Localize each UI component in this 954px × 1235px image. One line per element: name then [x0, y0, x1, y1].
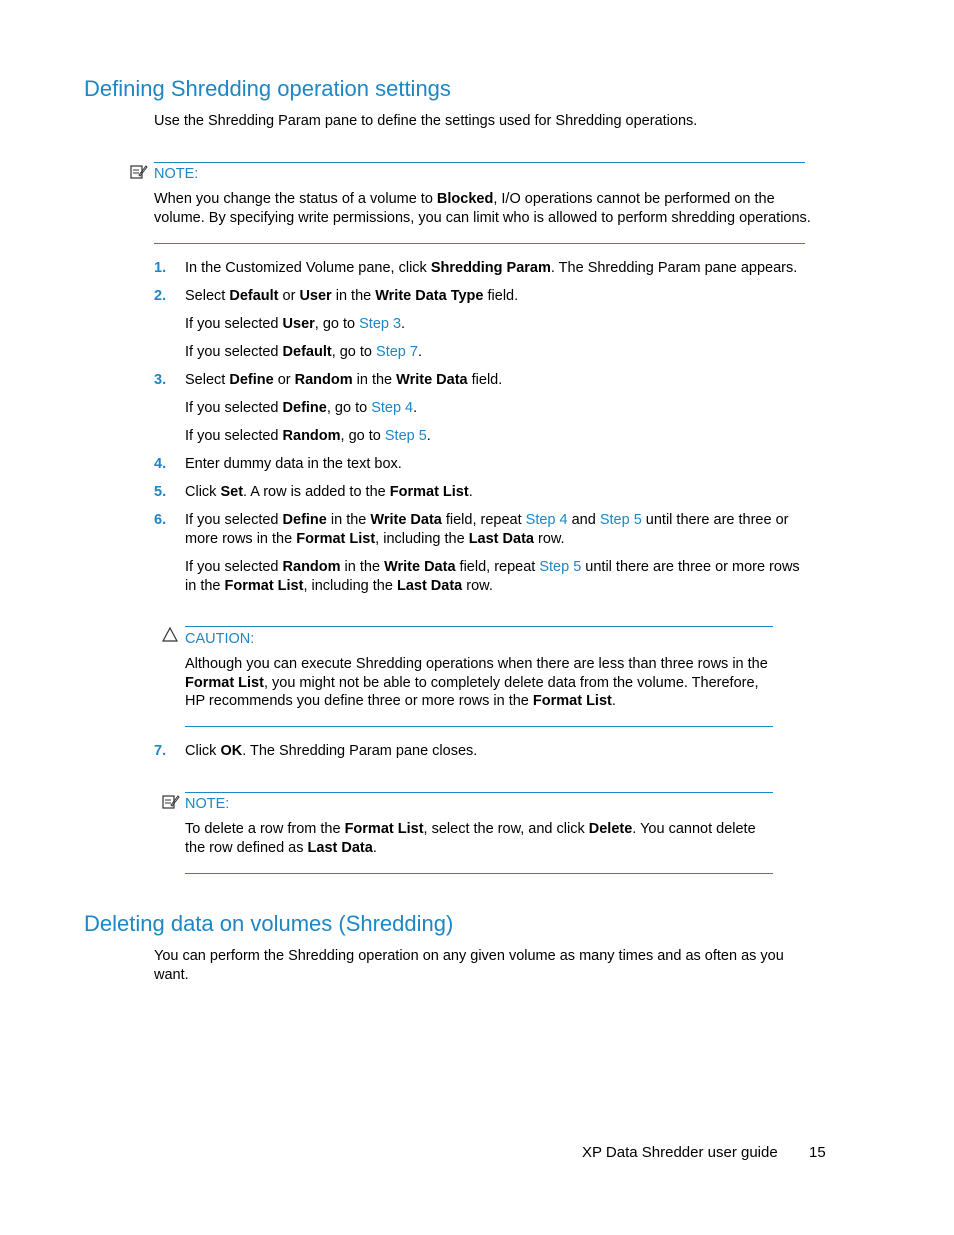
step-6-text-line1: If you selected Define in the Write Data field, repeat Step 4 and Step 5 until there are three or [185, 512, 789, 528]
caution-bottom-rule [185, 726, 773, 727]
section-2-text-line2: want. [154, 967, 189, 983]
section-title-defining: Defining Shredding operation settings [84, 76, 451, 101]
step-number: 4. [154, 456, 167, 472]
step-5-text: Click Set. A row is added to the Format List. [185, 484, 473, 500]
step-number: 3. [154, 372, 167, 388]
note-2-text-line2: the row defined as Last Data. [185, 840, 377, 856]
step-4-text: Enter dummy data in the text box. [185, 456, 402, 472]
note-title: NOTE: [185, 796, 230, 812]
step-number: 6. [154, 512, 167, 528]
step-number: 5. [154, 484, 167, 500]
section-intro: Use the Shredding Param pane to define the settings used for Shredding operations. [154, 113, 698, 129]
note-icon [130, 164, 148, 185]
note-bottom-rule [185, 873, 773, 874]
step-number: 2. [154, 288, 167, 304]
note-top-rule [185, 792, 773, 793]
page-number: 15 [809, 1144, 826, 1161]
note-bottom-rule [154, 243, 805, 244]
step-2-sub-1: If you selected User, go to Step 3. [185, 316, 406, 332]
step-3-text: Select Define or Random in the Write Data field. [185, 372, 503, 388]
caution-text-line1: Although you can execute Shredding operations when there are less than three rows in the [185, 656, 768, 672]
note-2-text-line1: To delete a row from the Format List, select the row, and click Delete. You cannot delete [185, 821, 756, 837]
section-2-text-line1: You can perform the Shredding operation on any given volume as many times and as often as you [154, 948, 784, 964]
step-2-sub-2: If you selected Default, go to Step 7. [185, 344, 422, 360]
note-top-rule [154, 162, 805, 163]
section-title-deleting: Deleting data on volumes (Shredding) [84, 911, 454, 936]
step-6-sub-line2: in the Format List, including the Last Data row. [185, 578, 493, 594]
link-step-4[interactable]: Step 4 [525, 512, 568, 528]
link-step-5[interactable]: Step 5 [384, 428, 427, 444]
link-step-4[interactable]: Step 4 [371, 400, 414, 416]
step-1-text: In the Customized Volume pane, click Shredding Param. The Shredding Param pane appears. [185, 260, 798, 276]
step-6-sub-line1: If you selected Random in the Write Data field, repeat Step 5 until there are three or more rows [185, 559, 800, 575]
caution-title: CAUTION: [185, 631, 255, 647]
step-number: 7. [154, 743, 167, 759]
step-3-sub-2: If you selected Random, go to Step 5. [185, 428, 431, 444]
step-7-text: Click OK. The Shredding Param pane closes. [185, 743, 478, 759]
link-step-7[interactable]: Step 7 [376, 344, 418, 360]
step-number: 1. [154, 260, 167, 276]
note-icon [162, 794, 180, 815]
caution-text-line3: HP recommends you define three or more rows in the Format List. [185, 693, 616, 709]
note-text-line2: volume. By specifying write permissions, you can limit who is allowed to perform shredding operations. [154, 210, 811, 226]
note-text: When you change the status of a volume to Blocked, I/O operations cannot be performed on the [154, 191, 775, 207]
step-2-text: Select Default or User in the Write Data Type field. [185, 288, 519, 304]
step-6-text-line2: more rows in the Format List, including the Last Data row. [185, 531, 565, 547]
note-title: NOTE: [154, 166, 199, 182]
step-3-sub-1: If you selected Define, go to Step 4. [185, 400, 418, 416]
link-step-5[interactable]: Step 5 [539, 559, 582, 575]
caution-text-line2: Format List, you might not be able to completely delete data from the volume. Therefore, [185, 675, 759, 691]
link-step-3[interactable]: Step 3 [359, 316, 402, 332]
caution-triangle-icon [162, 627, 178, 647]
footer-guide-title: XP Data Shredder user guide [582, 1144, 778, 1161]
link-step-5[interactable]: Step 5 [599, 512, 642, 528]
caution-top-rule [185, 626, 773, 627]
